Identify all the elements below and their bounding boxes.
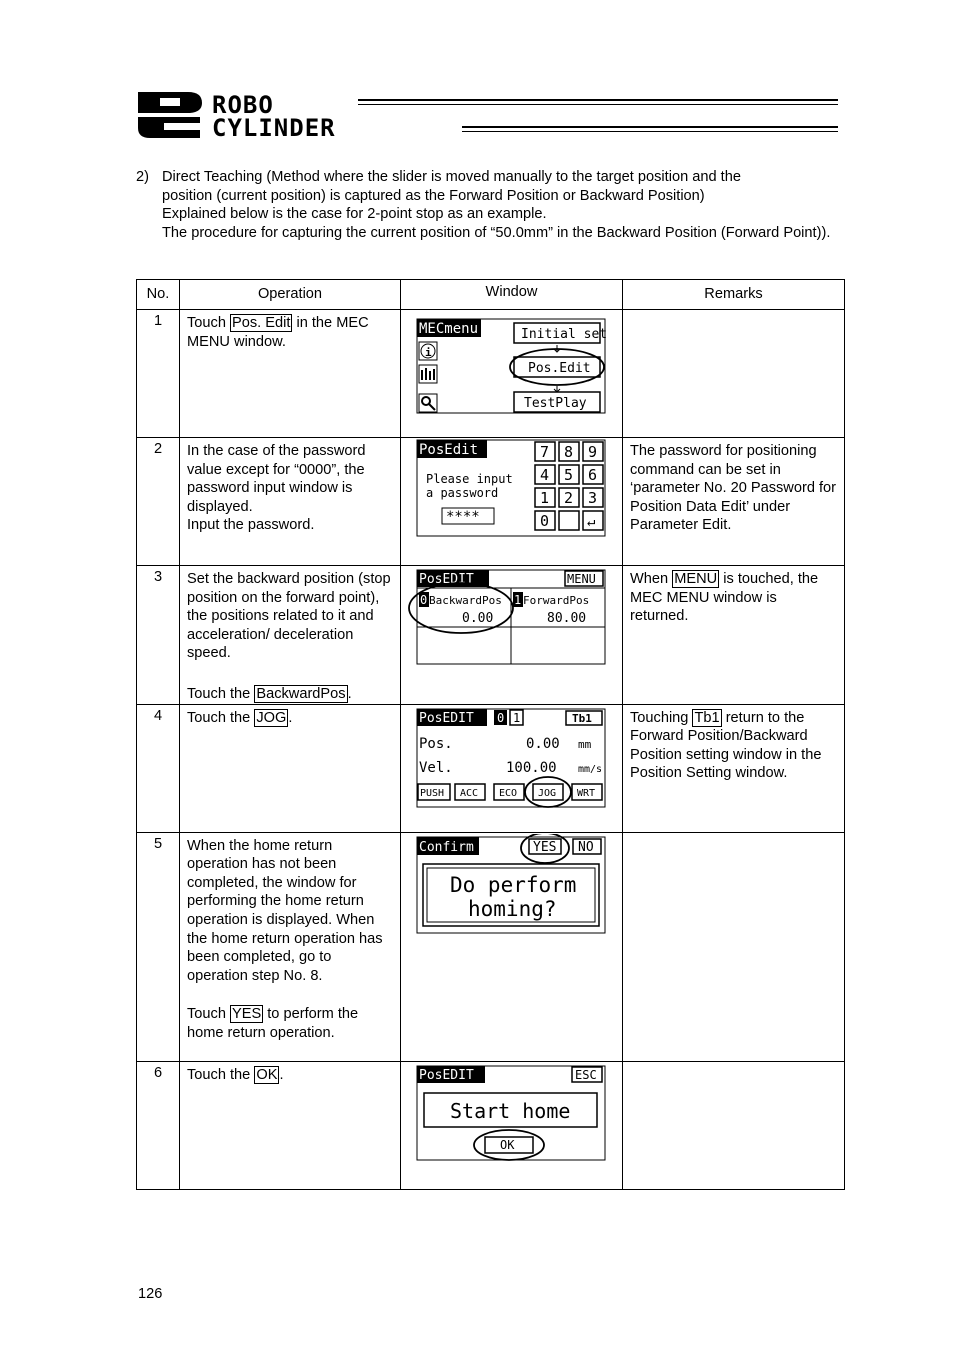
- screen-confirm: [416, 834, 616, 938]
- intro-line: Explained below is the case for 2-point stop as an example.: [162, 206, 547, 223]
- svg-text:1: 1: [513, 710, 521, 725]
- rule-top-2: [358, 104, 838, 105]
- step-number: 5: [137, 832, 180, 1061]
- svg-text:6: 6: [588, 466, 598, 484]
- confirm-message-line2: homing?: [468, 896, 557, 921]
- svg-text:1: 1: [540, 489, 550, 507]
- tools-icon: [419, 365, 437, 383]
- screen-title: Confirm: [419, 839, 474, 855]
- key-backwardpos: BackwardPos: [256, 685, 346, 702]
- screen-title: PosEDIT: [419, 572, 474, 587]
- screen-posedit-points: [407, 567, 611, 667]
- intro-line: position (current position) is captured as the Forward Position or Backward Position): [162, 187, 705, 204]
- table-row: [137, 1061, 845, 1189]
- svg-text:mm/s: mm/s: [578, 763, 603, 775]
- step-remarks: [623, 1061, 845, 1189]
- step-operation: In the case of the password value except for “0000”, the password input window is displayed. Input the password.: [180, 438, 401, 566]
- pos-edit-button[interactable]: [514, 357, 600, 377]
- header-remarks: Remarks: [623, 280, 845, 310]
- svg-text:80.00: 80.00: [547, 611, 587, 626]
- step-window: [401, 438, 623, 566]
- intro-paragraph: [136, 168, 846, 242]
- enter-icon: ↵: [587, 514, 596, 530]
- step-window: [401, 566, 623, 705]
- svg-text:MENU: MENU: [567, 572, 596, 586]
- start-home-message: Start home: [450, 1098, 571, 1123]
- step-number: 1: [137, 310, 180, 438]
- svg-text:OK: OK: [500, 1137, 515, 1152]
- step-operation: Touch the OK .: [180, 1061, 401, 1189]
- svg-text:i: i: [425, 346, 432, 359]
- svg-text:0: 0: [420, 593, 428, 607]
- step-remarks: [623, 832, 845, 1061]
- svg-text:ECO: ECO: [499, 787, 518, 799]
- step-window: [401, 704, 623, 832]
- backward-pos-label: BackwardPos: [429, 594, 502, 607]
- page-number: 126: [138, 1286, 163, 1302]
- svg-text:100.00: 100.00: [506, 759, 557, 776]
- intro-line: The procedure for capturing the current position of “50.0mm” in the Backward Position (Forward Point)).: [162, 224, 831, 241]
- svg-text:PUSH: PUSH: [420, 787, 445, 799]
- step-number: 4: [137, 704, 180, 832]
- rule-bot-1: [462, 126, 838, 128]
- step-window: [401, 1061, 623, 1189]
- svg-text:4: 4: [540, 466, 550, 484]
- header-operation: Operation: [180, 280, 401, 310]
- step-window: [401, 832, 623, 1061]
- steps-table: [136, 279, 845, 1190]
- step-number: 3: [137, 566, 180, 705]
- step-remarks: When MENU is touched, the MEC MENU window is returned.: [623, 566, 845, 705]
- svg-text:Initial set: Initial set: [521, 327, 608, 342]
- step-operation: When the home return operation has not been completed, the window for performing the home return operation is displayed. When the home return operation has been completed, go to operation step No. 8. Touch YES to perform the home return operation.: [180, 832, 401, 1061]
- svg-text:Pos.: Pos.: [419, 735, 453, 752]
- table-row: [137, 438, 845, 566]
- intro-line: Direct Teaching (Method where the slider is moved manually to the target position and the: [162, 169, 741, 185]
- step-operation: Set the backward position (stop position on the forward point), the positions related to it and acceleration/ deceleration speed. Touch the BackwardPos .: [180, 566, 401, 705]
- screen-password: [416, 439, 616, 539]
- softkey-row[interactable]: [418, 784, 602, 800]
- initial-set-button[interactable]: [514, 323, 607, 343]
- key-ok: OK: [256, 1066, 278, 1083]
- svg-text:0: 0: [540, 512, 550, 530]
- svg-text:2: 2: [564, 489, 574, 507]
- step-number: 6: [137, 1061, 180, 1189]
- svg-text:9: 9: [588, 443, 598, 461]
- header-no: No.: [137, 280, 180, 310]
- forward-pos-label: ForwardPos: [523, 594, 590, 607]
- brand-line2: CYLINDER: [212, 114, 336, 140]
- step-remarks: The password for positioning command can be set in ‘parameter No. 20 Password for Position Data Edit’ under Parameter Edit.: [623, 438, 845, 566]
- rule-bot-2: [462, 131, 838, 132]
- screen-title: PosEdit: [419, 442, 479, 458]
- step-remarks: Touching Tb1 return to the Forward Position/Backward Position setting window in the Position Setting window.: [623, 704, 845, 832]
- svg-text:Pos.Edit: Pos.Edit: [528, 361, 591, 376]
- key-pos-edit: Pos. Edit: [232, 315, 291, 331]
- table-row: [137, 704, 845, 832]
- search-icon: [419, 394, 437, 412]
- screen-posedit-jog: [416, 706, 616, 810]
- rc-monogram: [138, 92, 202, 138]
- key-jog: JOG: [256, 709, 287, 726]
- svg-text:a password: a password: [426, 486, 499, 500]
- screen-mecmenu: [416, 318, 616, 418]
- svg-text:NO: NO: [578, 839, 594, 855]
- key-yes: YES: [232, 1006, 262, 1023]
- table-row: [137, 310, 845, 438]
- step-window: [401, 310, 623, 438]
- svg-text:Please input: Please input: [426, 472, 513, 486]
- password-field: ****: [446, 509, 480, 525]
- svg-text:0: 0: [497, 710, 505, 725]
- step-number: 2: [137, 438, 180, 566]
- svg-text:WRT: WRT: [577, 787, 596, 799]
- header-window: Window: [401, 280, 623, 310]
- svg-text:Vel.: Vel.: [419, 759, 453, 776]
- svg-text:Tb1: Tb1: [572, 711, 592, 725]
- key-menu: MENU: [674, 571, 718, 587]
- confirm-message-line1: Do perform: [450, 872, 577, 897]
- screen-start-home: [416, 1063, 616, 1167]
- header-row: [137, 280, 845, 310]
- step-remarks: [623, 310, 845, 438]
- svg-text:YES: YES: [533, 839, 557, 855]
- svg-text:ESC: ESC: [575, 1067, 597, 1082]
- test-play-button[interactable]: [514, 392, 600, 412]
- svg-text:mm: mm: [578, 737, 592, 751]
- table-row: [137, 832, 845, 1061]
- intro-number: 2): [136, 169, 149, 185]
- svg-text:1: 1: [514, 593, 522, 607]
- svg-text:5: 5: [564, 466, 574, 484]
- svg-text:3: 3: [588, 489, 598, 507]
- svg-text:0.00: 0.00: [526, 735, 560, 752]
- screen-title: PosEDIT: [419, 710, 474, 726]
- screen-title: MECmenu: [419, 321, 479, 337]
- info-icon: [419, 342, 437, 360]
- key-tb1: Tb1: [694, 709, 720, 726]
- robo-cylinder-logo: [136, 90, 838, 140]
- svg-text:7: 7: [540, 443, 550, 461]
- step-operation: Touch Pos. Edit in the MEC MENU window.: [180, 310, 401, 438]
- rule-top-1: [358, 99, 838, 101]
- svg-text:8: 8: [564, 443, 574, 461]
- svg-text:ACC: ACC: [460, 787, 479, 799]
- svg-text:JOG: JOG: [538, 787, 557, 799]
- screen-title: PosEDIT: [419, 1067, 474, 1083]
- step-operation: Touch the JOG .: [180, 704, 401, 832]
- table-row: [137, 566, 845, 705]
- svg-text:TestPlay: TestPlay: [524, 396, 587, 411]
- svg-text:0.00: 0.00: [462, 611, 494, 626]
- brand-line1: ROBO: [212, 91, 274, 119]
